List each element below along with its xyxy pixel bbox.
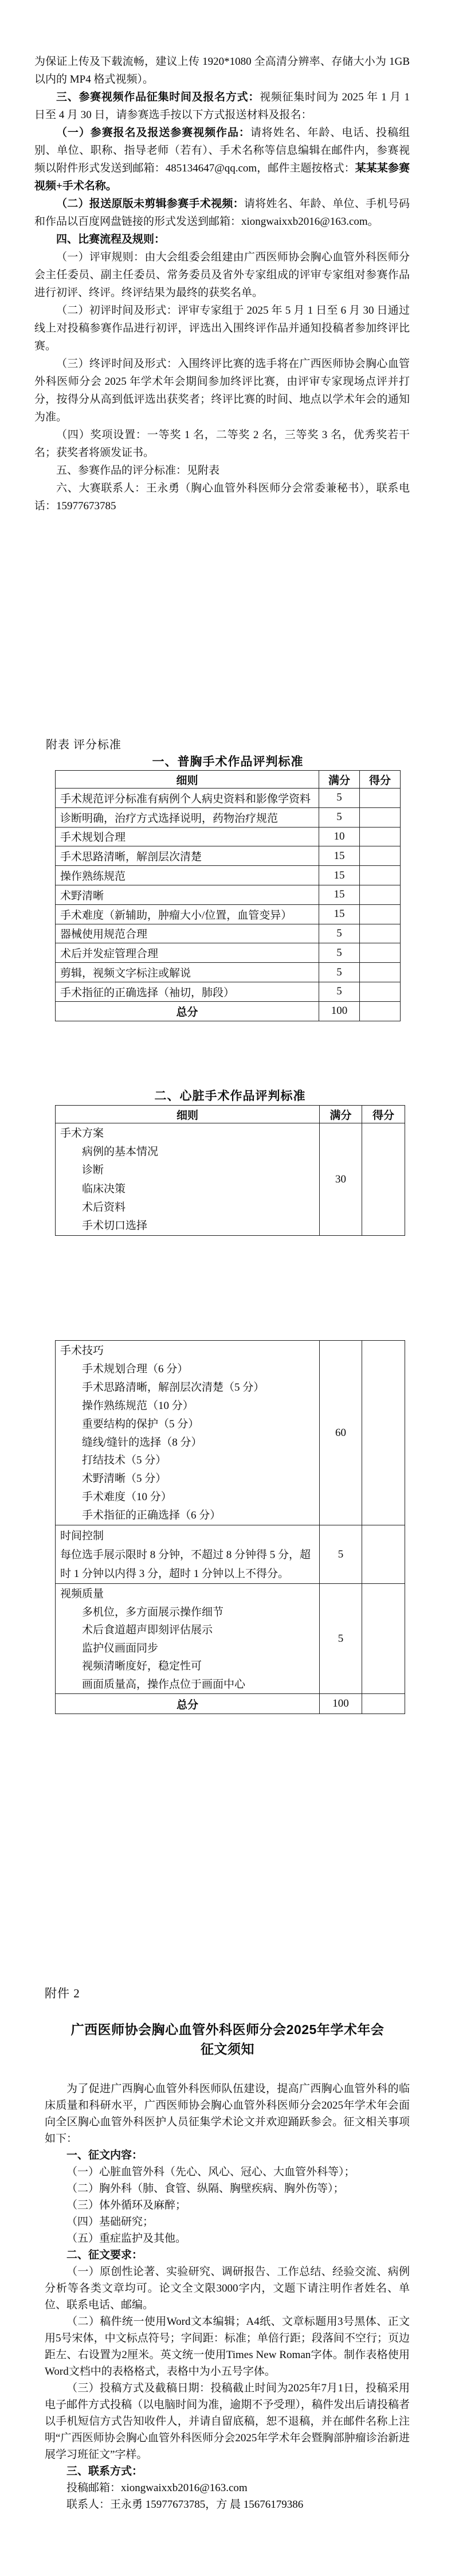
rubric-cell: 手术规范评分标准有病例个人病史资料和影像学资料 (56, 789, 319, 808)
attachment1-section (34, 53, 410, 515)
score-cell (362, 1123, 405, 1236)
header-cell-rubric: 细则 (56, 1106, 320, 1123)
max-score-cell: 15 (319, 846, 360, 866)
rubric-cell: 手术难度（新辅助，肿瘤大小/位置，血管变异） (56, 904, 319, 924)
paragraph-text: 六、大赛联系人：王永勇（胸心血管外科医师分会常委兼秘书），联系电话：15977673785 (34, 482, 410, 512)
score-cell (360, 982, 401, 1001)
total-max-cell: 100 (320, 1694, 362, 1714)
paragraph-text: （一）评审规则：由大会组委会组建由广西医师协会胸心血管外科医师分会主任委员、副主任委员、常务委员及省外专家组成的评审专家组对参赛作品进行初评、终评。终评结果为最终的获奖名单。 (34, 251, 410, 299)
score-cell (360, 789, 401, 808)
table1-title: 一、普胸手术作品评判标准 (152, 755, 304, 768)
rubric-sub-item: 多机位，多方面展示操作细节 (82, 1606, 224, 1618)
paragraph (34, 248, 410, 302)
rubric-sub-item: 重要结构的保护（5 分） (82, 1418, 199, 1430)
paragraph: 联系人：王永勇 15977673785，方 晨 15676179386 (66, 2499, 304, 2511)
section-heading: 一、征文内容： (66, 2149, 143, 2161)
paragraph-text: 请将姓名、年龄、电话、投稿组别、单位、职称、指导老师（若有）、手术名称等信息编辑在邮件内，参赛视频以附件形式发送到邮箱：485134647@qq.com，邮件主题按格式： (34, 127, 410, 174)
rubric-head: 视频质量 (60, 1588, 104, 1601)
rubric-cell: 术野清晰 (56, 885, 319, 904)
paragraph-text: 为保证上传及下载流畅，建议上传 1920*1080 全高清分辨率、存储大小为 1GB 以内的 MP4 格式视频）。 (34, 56, 410, 85)
table-row (56, 885, 401, 904)
rubric-cell: 操作熟练规范 (56, 866, 319, 885)
table-row (56, 866, 401, 885)
score-table-cardiac-part2 (55, 1340, 405, 1714)
score-cell (362, 1584, 405, 1694)
paragraph (34, 53, 410, 88)
table-row (56, 1584, 405, 1694)
appendix-label: 附表 评分标准 (46, 739, 121, 751)
paragraph (34, 302, 410, 355)
attachment2-section (45, 2081, 410, 2513)
score-cell (360, 885, 401, 904)
rubric-cell: 术后并发症管理合理 (56, 943, 319, 963)
table-row (56, 1525, 405, 1584)
rubric-sub-item: 手术切口选择 (82, 1220, 148, 1232)
rubric-sub-item: 临床决策 (82, 1182, 126, 1195)
table-row (56, 943, 401, 963)
max-score-cell: 5 (319, 924, 360, 943)
total-max-cell: 100 (319, 1001, 360, 1021)
section-heading-text: 三、参赛视频作品征集时间及报名方式： (56, 91, 260, 103)
table-row (56, 827, 401, 846)
paragraph (34, 231, 410, 248)
rubric-sub-item: 操作熟练规范（10 分） (82, 1399, 194, 1412)
table-row (56, 904, 401, 924)
rubric-cell: 手术思路清晰，解剖层次清楚 (56, 846, 319, 866)
score-cell (362, 1525, 405, 1584)
rubric-cell: 剪辑，视频文字标注或解说 (56, 963, 319, 982)
score-cell (360, 866, 401, 885)
table-row (56, 1123, 405, 1236)
paragraph: （二）胸外科（肺、食管、纵隔、胸壁疾病、胸外伤等）； (66, 2183, 344, 2195)
max-score-cell: 5 (319, 982, 360, 1001)
paragraph: （三）投稿方式及截稿日期：投稿截止时间为2025年7月1日，投稿采用电子邮件方式投稿（以电脑时间为准，逾期不予受理），稿件发出后请投稿者以手机短信方式告知收件人，并请自留底稿，恕不退稿，并在邮件名称上注明“广西医师协会胸心血管外科医师分会2025年学术年会暨胸部肿瘤诊治新进展学习班征文”字样。 (45, 2382, 410, 2461)
total-label-cell: 总分 (56, 1694, 320, 1714)
rubric-head: 时间控制 (60, 1530, 104, 1543)
paragraph: 为了促进广西胸心血管外科医师队伍建设，提高广西胸心血管外科的临床质量和科研水平，广西医师协会胸心血管外科医师分会2025年学术年会面向全区胸心血管外科医护人员征集学术论文并欢迎踊跃参会。征文相关事项如下： (45, 2083, 410, 2145)
paragraph (34, 124, 410, 195)
table-row (56, 982, 401, 1001)
score-cell (360, 807, 401, 827)
paragraph: （三）体外循环及麻醉； (66, 2199, 187, 2211)
rubric-cell: 器械使用规范合理 (56, 924, 319, 943)
section-heading-text: （一）参赛报名及报送参赛视频作品： (56, 127, 250, 139)
table-row (56, 963, 401, 982)
rubric-head: 手术技巧 (60, 1345, 104, 1357)
max-score-cell: 60 (320, 1341, 362, 1525)
rubric-sub-item: 打结技术（5 分） (82, 1454, 167, 1467)
rubric-cell (56, 1525, 320, 1584)
header-cell-rubric: 细则 (56, 771, 319, 789)
score-cell (362, 1694, 405, 1714)
max-score-cell: 30 (320, 1123, 362, 1236)
rubric-cell (56, 1584, 320, 1694)
paragraph: （二）稿件统一使用Word文本编辑；A4纸、文章标题用3号黑体、正文用5号宋体，中文标点符号；字间距：标准；单倍行距；段落间不空行；页边距左、右设置为2厘米。英文统一使用Times New Roman字体。制作表格使用Word文档中的表格格式，表格中为小五号字体。 (45, 2316, 410, 2378)
rubric-sub-item: 缝线/缝针的选择（8 分） (82, 1436, 202, 1449)
section-heading: 三、联系方式： (66, 2465, 143, 2477)
rubric-cell: 手术规划合理 (56, 827, 319, 846)
score-cell (360, 924, 401, 943)
attachment2-title-line2: 征文须知 (201, 2042, 254, 2056)
rubric-sub-item: 病例的基本情况 (82, 1146, 159, 1158)
paragraph (34, 195, 410, 231)
table-row (56, 807, 401, 827)
rubric-sub-item: 手术思路清晰，解剖层次清楚（5 分） (82, 1381, 265, 1394)
max-score-cell: 5 (319, 963, 360, 982)
header-cell-max-score: 满分 (320, 1106, 362, 1123)
header-cell-max-score: 满分 (319, 771, 360, 789)
max-score-cell: 5 (320, 1525, 362, 1584)
rubric-sub-item: 视频清晰度好，稳定性可 (82, 1660, 202, 1673)
score-table-cardiac-part1 (55, 1105, 405, 1236)
rubric-head: 手术方案 (60, 1127, 104, 1139)
score-cell (360, 1001, 401, 1021)
score-cell (360, 904, 401, 924)
table-row (56, 1341, 405, 1525)
rubric-sub-item: 手术规划合理（6 分） (82, 1363, 189, 1375)
max-score-cell: 15 (319, 904, 360, 924)
paragraph-text: 五、参赛作品的评分标准：见附表 (56, 465, 220, 477)
header-cell-score: 得分 (360, 771, 401, 789)
paragraph (34, 355, 410, 426)
rubric-cell (56, 1123, 320, 1236)
paragraph (34, 426, 410, 462)
paragraph-text-bold: 某某某参赛视频+手术名称。 (34, 162, 410, 192)
score-cell (360, 943, 401, 963)
score-cell (360, 963, 401, 982)
section-heading: 二、征文要求： (66, 2249, 143, 2261)
paragraph-text: （三）终评时间及形式：入围终评比赛的选手将在广西医师协会胸心血管外科医师分会 2025 年学术年会期间参加终评比赛，由评审专家现场点评并打分，按得分从高到低评选出获奖者；终评比赛的时间、地点以学术年会的通知为准。 (34, 358, 410, 423)
header-cell-score: 得分 (362, 1106, 405, 1123)
max-score-cell: 5 (320, 1584, 362, 1694)
score-cell (360, 846, 401, 866)
rubric-sub-item: 监护仪画面同步 (82, 1642, 159, 1654)
max-score-cell: 15 (319, 885, 360, 904)
paragraph: （一）原创性论著、实验研究、调研报告、工作总结、经验交流、病例分析等各类文章均可。论文全文限3000字内，文题下请注明作者姓名、单位、联系电话、邮编。 (45, 2266, 410, 2311)
table-total-row (56, 1001, 401, 1021)
paragraph-text: 视频征集时间为 2025 年 1 月 1 日至 4 月 30 日，请参赛选手按以下方式报送材料及报名： (34, 91, 410, 121)
rubric-sub-item: 画面质量高，操作点位于画面中心 (82, 1678, 246, 1691)
paragraph: （五）重症监护及其他。 (66, 2232, 187, 2245)
table-header-row (56, 1106, 405, 1123)
table-row (56, 789, 401, 808)
attachment2-title (0, 2020, 455, 2059)
rubric-sub-item: 诊断 (82, 1164, 104, 1177)
score-cell (360, 827, 401, 846)
paragraph (34, 479, 410, 515)
paragraph: （一）心脏血管外科（先心、风心、冠心、大血管外科等）； (66, 2166, 355, 2178)
rubric-sub-item: 术后食道超声即刻评估展示 (82, 1624, 213, 1637)
total-label-cell: 总分 (56, 1001, 319, 1021)
section-heading-text: 四、比赛流程及规则： (56, 233, 166, 245)
paragraph (34, 88, 410, 124)
table-row (56, 846, 401, 866)
paragraph (34, 462, 410, 479)
max-score-cell: 5 (319, 807, 360, 827)
paragraph: （四）基础研究； (66, 2216, 154, 2228)
paragraph-text: （二）初评时间及形式：评审专家组于 2025 年 5 月 1 日至 6 月 30 日通过线上对投稿参赛作品进行初评，评选出入围终评作品并通知投稿者参加终评比赛。 (34, 305, 410, 352)
table2-title: 二、心脏手术作品评判标准 (154, 1090, 306, 1103)
section-heading-text: （二）报送原版未剪辑参赛手术视频： (56, 198, 244, 210)
rubric-cell: 手术指征的正确选择（袖切，肺段） (56, 982, 319, 1001)
max-score-cell: 5 (319, 789, 360, 808)
rubric-cell: 诊断明确，治疗方式选择说明，药物治疗规范 (56, 807, 319, 827)
score-cell (362, 1341, 405, 1525)
rubric-sub-item: 术后资料 (82, 1201, 126, 1213)
paragraph-text: （四）奖项设置：一等奖 1 名，二等奖 2 名，三等奖 3 名，优秀奖若干名；获奖者将颁发证书。 (34, 429, 410, 459)
table-header-row (56, 771, 401, 789)
score-table-general-thoracic (55, 770, 401, 1021)
attachment2-title-line1: 广西医师协会胸心血管外科医师分会2025年学术年会 (70, 2022, 385, 2037)
rubric-cell (56, 1341, 320, 1525)
max-score-cell: 5 (319, 943, 360, 963)
rubric-description: 每位选手展示限时 8 分钟，不超过 8 分钟得 5 分，超时 1 分钟以内得 3 分，超时 1 分钟以上不得分。 (60, 1549, 311, 1580)
table-total-row (56, 1694, 405, 1714)
paragraph-text: 请将姓名、年龄、单位、手机号码和作品以百度网盘链接的形式发送到邮箱：xiongwaixxb2016@163.com。 (34, 198, 410, 228)
max-score-cell: 15 (319, 866, 360, 885)
rubric-sub-item: 手术难度（10 分） (82, 1491, 172, 1504)
rubric-sub-item: 术野清晰（5 分） (82, 1473, 167, 1485)
rubric-sub-item: 手术指征的正确选择（6 分） (82, 1509, 221, 1522)
max-score-cell: 10 (319, 827, 360, 846)
attachment2-label: 附件 2 (45, 1986, 80, 2000)
table-row (56, 924, 401, 943)
paragraph: 投稿邮箱：xiongwaixxb2016@163.com (66, 2482, 248, 2494)
